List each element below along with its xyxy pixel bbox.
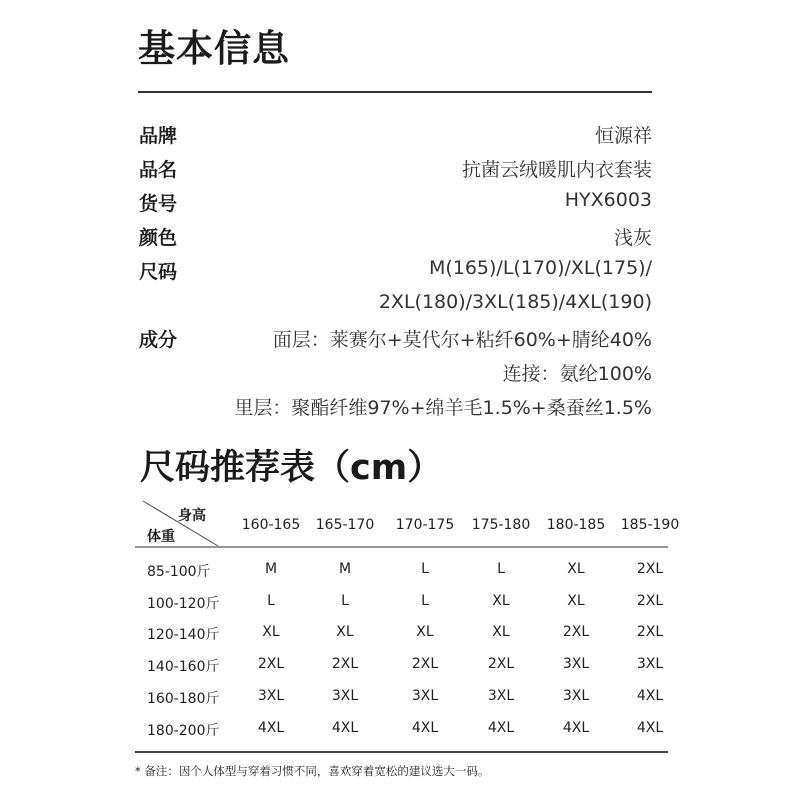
row-weight-label: 120-140斤: [147, 627, 220, 643]
size-cell: XL: [492, 593, 510, 609]
size-cell: 2XL: [257, 656, 285, 672]
size-cell: 3XL: [487, 688, 515, 704]
info-label-composition: 成分: [139, 329, 178, 351]
size-cell: XL: [262, 624, 280, 640]
table-bottom-divider: [135, 751, 668, 753]
size-cell: M: [264, 561, 278, 577]
info-value-size-line1: M(165)/L(170)/XL(175)/: [428, 257, 652, 279]
header-divider: [135, 546, 668, 548]
size-cell: 3XL: [562, 656, 590, 672]
size-cell: 4XL: [257, 720, 285, 736]
size-cell: 3XL: [411, 688, 439, 704]
size-cell: 2XL: [411, 656, 439, 672]
column-header: 180-185: [546, 517, 606, 533]
info-value-size-line2: 2XL(180)/3XL(185)/4XL(190): [378, 291, 652, 313]
size-cell: M: [338, 561, 352, 577]
info-value-product-name: 抗菌云绒暖肌内衣套装: [461, 159, 652, 181]
size-cell: 3XL: [562, 688, 590, 704]
row-weight-label: 100-120斤: [147, 596, 220, 612]
size-cell: L: [497, 561, 505, 577]
size-cell: 2XL: [562, 624, 590, 640]
corner-weight-label: 体重: [147, 529, 175, 545]
column-header: 165-170: [315, 517, 375, 533]
size-cell: 2XL: [487, 656, 515, 672]
row-weight-label: 140-160斤: [147, 659, 220, 675]
size-cell: 2XL: [636, 593, 664, 609]
info-value-brand: 恒源祥: [594, 125, 652, 147]
size-cell: 3XL: [331, 688, 359, 704]
size-cell: L: [421, 593, 429, 609]
row-weight-label: 85-100斤: [147, 564, 211, 580]
size-cell: XL: [416, 624, 434, 640]
size-cell: XL: [567, 593, 585, 609]
size-cell: 2XL: [331, 656, 359, 672]
size-table-title: 尺码推荐表（cm）: [140, 448, 443, 488]
column-header: 160-165: [241, 517, 301, 533]
corner-height-label: 身高: [178, 508, 206, 524]
size-cell: 3XL: [257, 688, 285, 704]
size-cell: L: [421, 561, 429, 577]
size-cell: L: [341, 593, 349, 609]
footnote: * 备注：因个人体型与穿着习惯不同，喜欢穿着宽松的建议选大一码。: [135, 764, 490, 778]
column-header: 185-190: [620, 517, 680, 533]
row-weight-label: 180-200斤: [147, 723, 220, 739]
basic-info-title: 基本信息: [138, 27, 290, 70]
title-divider: [138, 91, 652, 93]
size-cell: 4XL: [411, 720, 439, 736]
info-label-color: 颜色: [139, 227, 178, 249]
size-cell: 4XL: [636, 720, 664, 736]
info-value-composition-outer: 面层：莱赛尔+莫代尔+粘纤60%+腈纶40%: [272, 329, 652, 351]
info-label-item-no: 货号: [139, 193, 178, 215]
info-value-item-no: HYX6003: [564, 189, 652, 211]
info-label-brand: 品牌: [139, 125, 178, 147]
column-header: 170-175: [395, 517, 455, 533]
size-cell: L: [267, 593, 275, 609]
size-cell: XL: [567, 561, 585, 577]
size-cell: 2XL: [636, 624, 664, 640]
info-value-color: 浅灰: [613, 227, 652, 249]
size-cell: XL: [336, 624, 354, 640]
size-cell: 4XL: [636, 688, 664, 704]
size-cell: 4XL: [487, 720, 515, 736]
row-weight-label: 160-180斤: [147, 691, 220, 707]
size-cell: 3XL: [636, 656, 664, 672]
column-header: 175-180: [471, 517, 531, 533]
size-cell: XL: [492, 624, 510, 640]
size-cell: 2XL: [636, 561, 664, 577]
info-label-product-name: 品名: [139, 159, 178, 181]
size-cell: 4XL: [331, 720, 359, 736]
info-label-size: 尺码: [139, 261, 178, 283]
info-value-composition-inner: 里层：聚酯纤维97%+绵羊毛1.5%+桑蚕丝1.5%: [234, 397, 652, 419]
info-value-composition-joint: 连接：氨纶100%: [502, 363, 652, 385]
size-cell: 4XL: [562, 720, 590, 736]
